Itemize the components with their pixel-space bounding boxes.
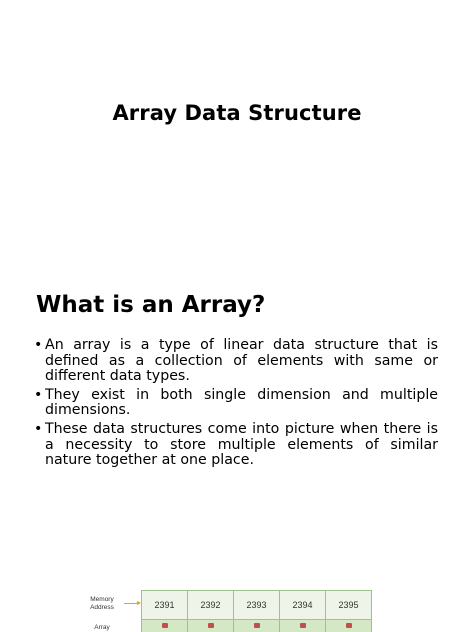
arrow-icon xyxy=(124,603,138,604)
address-cell: 2395 xyxy=(325,590,372,620)
bullet-text: These data structures come into picture when there is a necessity to store multiple elements of similar nature together at one place. xyxy=(45,420,438,469)
bullet-icon: • xyxy=(34,420,43,437)
array-value-cell xyxy=(325,619,372,632)
bullet-icon: • xyxy=(34,386,43,403)
memory-address-label: Memory Address xyxy=(90,596,114,611)
array-value-cell xyxy=(187,619,234,632)
bullet-icon: • xyxy=(34,337,43,353)
array-memory-figure xyxy=(80,588,380,632)
array-value-cell xyxy=(233,619,280,632)
bullet-item xyxy=(34,422,438,469)
bullet-item xyxy=(34,338,438,385)
address-cell: 2394 xyxy=(279,590,326,620)
bullet-text: An array is a type of linear data structure that is defined as a collection of elements with same or different data types. xyxy=(45,337,438,385)
array-value-cell xyxy=(279,619,326,632)
bullet-text: They exist in both single dimension and multiple dimensions. xyxy=(45,386,438,419)
bullet-list xyxy=(34,338,438,472)
address-cell: 2391 xyxy=(141,590,188,620)
array-label: Array xyxy=(94,624,110,631)
array-value-row xyxy=(142,619,372,632)
array-value-cell xyxy=(141,619,188,632)
bullet-item xyxy=(34,388,438,419)
address-cell: 2392 xyxy=(187,590,234,620)
slide-title: Array Data Structure xyxy=(112,101,362,125)
address-row xyxy=(142,590,372,620)
address-cell: 2393 xyxy=(233,590,280,620)
section-heading: What is an Array? xyxy=(36,292,266,318)
